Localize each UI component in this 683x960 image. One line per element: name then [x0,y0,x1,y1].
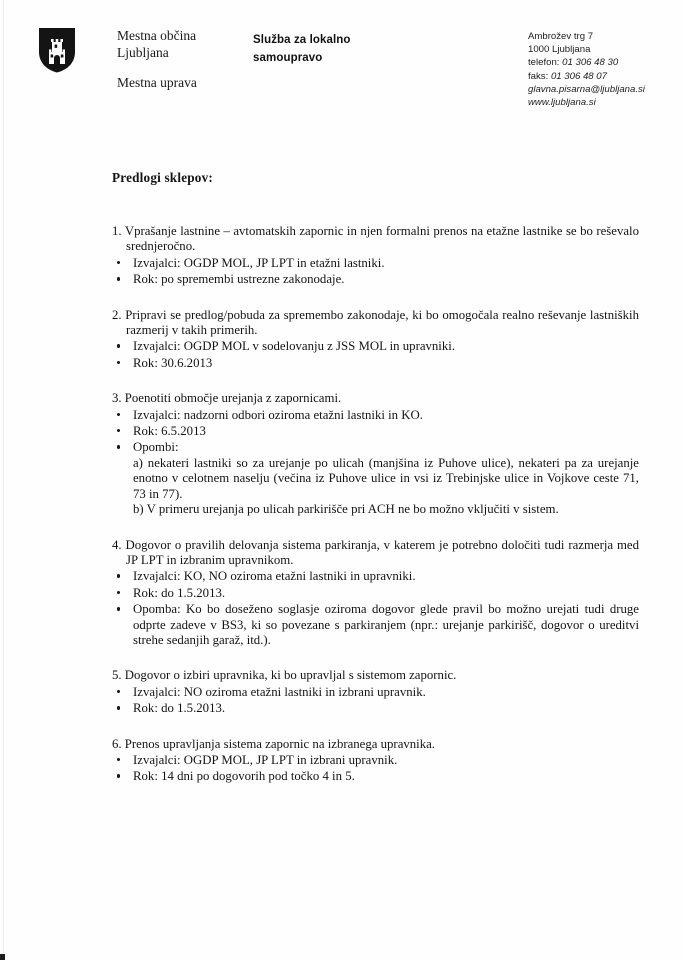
list-item [112,602,639,648]
resolution-lead: 6. Prenos upravljanja sistema zapornic na izbranega upravnika. [112,736,436,751]
resolution-lead: 4. Dogovor o pravilih delovanja sistema parkiranja, v katerem je potrebno določiti tudi razmerja med JP LPT in izbranim upravnikom. [112,537,639,567]
resolution-item [112,224,639,288]
organization-line-3: Mestna uprava [117,75,197,90]
bullet-dot-icon [117,690,120,693]
spacer [112,299,639,308]
list-item [112,769,639,784]
address-fax [528,70,678,83]
list-item [112,753,639,768]
organization-name [117,28,257,92]
list-item [112,701,639,716]
organization-line-1: Mestna občina [117,28,197,43]
phone-value: 01 306 48 30 [562,57,619,69]
ljubljana-coat-of-arms-icon [37,26,77,74]
spacer [112,659,639,668]
resolution-bullet-list [112,339,639,371]
department-name [253,31,443,67]
subnote-item: b) V primeru urejanja po ulicah parkirišče pri ACH ne bo možno vključiti v sistem. [133,502,559,517]
resolution-lead: 1. Vprašanje lastnine – avtomatskih zapornic in njen formalni prenos na etažne lastnike se bo reševalo srednjeročno. [112,224,639,254]
list-item-text: Rok: 14 dni po dogovorih pod točko 4 in 5. [133,769,355,784]
department-line-2: samoupravo [253,52,323,64]
list-item [112,356,639,371]
page-title: Predlogi sklepov: [112,170,213,185]
list-item-text: Izvajalci: NO oziroma etažni lastniki in izbrani upravnik. [133,684,426,699]
document-body [112,170,639,796]
list-item [112,440,639,517]
list-item-text: Rok: po spremembi ustrezne zakonodaje. [133,272,345,287]
resolution-bullet-list [112,569,639,648]
bullet-dot-icon [117,277,120,280]
list-item [112,685,639,700]
list-item [112,586,639,601]
list-item [112,569,639,584]
spacer [112,382,639,391]
scan-corner-artifact [0,954,5,960]
resolution-bullet-list [112,408,639,518]
fax-value: 01 306 48 07 [550,70,607,82]
subnote-item: a) nekateri lastniki so za urejanje po ulicah (manjšina iz Puhove ulice), nekateri pa za urejanje enotno v celotnem naselju (večina iz Puhove ulice in vsi iz Trebinjske ulice in Vojkove ceste 71, 73 in 77). [133,455,639,501]
list-item-text: Izvajalci: KO, NO oziroma etažni lastniki in upravniki. [133,569,416,584]
list-item-text: Rok: do 1.5.2013. [133,701,226,716]
list-item [112,424,639,439]
fax-label: faks: [528,70,549,82]
spacer [112,529,639,538]
bullet-dot-icon [117,361,120,364]
organization-line-2: Ljubljana [117,44,169,60]
list-item-text: Rok: do 1.5.2013. [133,585,226,600]
resolution-lead: 2. Pripravi se predlog/pobuda za spremembo zakonodaje, ki bo omogočala realno reševanje lastniških razmerij v takih primerih. [112,307,639,338]
resolution-item [112,538,639,649]
resolution-item [112,308,639,372]
bullet-dot-icon [117,758,120,761]
spacer [112,728,639,737]
resolution-bullet-list [112,256,639,288]
resolution-item [112,391,639,517]
department-line-1: Služba za lokalno [253,34,351,46]
address-email: glavna.pisarna@ljubljana.si [528,83,645,95]
resolution-item [112,737,639,785]
bullet-dot-icon [117,344,120,347]
address-street: Ambrožev trg 7 [528,31,594,42]
contact-address-block [528,30,678,109]
bullet-dot-icon [117,445,120,448]
resolution-item [112,668,639,716]
bullet-dot-icon [117,607,120,610]
resolution-lead: 5. Dogovor o izbiri upravnika, ki bo upravljal s sistemom zapornic. [112,668,457,683]
list-item-text: Izvajalci: OGDP MOL, JP LPT in etažni lastniki. [133,255,385,270]
bullet-dot-icon [117,413,120,416]
list-item [112,256,639,271]
resolution-subnote-list [133,456,639,518]
list-item-text: Izvajalci: OGDP MOL, JP LPT in izbrani upravnik. [133,752,398,767]
list-item-text: Opombi: [133,440,179,455]
bullet-dot-icon [117,429,120,432]
bullet-dot-icon [117,706,120,709]
letterhead [0,0,683,150]
phone-label: telefon: [528,57,560,69]
list-item-text: Rok: 6.5.2013 [133,424,206,439]
list-item-text: Izvajalci: OGDP MOL v sodelovanju z JSS MOL in upravniki. [133,339,456,354]
bullet-dot-icon [117,261,120,264]
bullet-dot-icon [117,774,120,777]
list-item [112,272,639,287]
list-item-text: Rok: 30.6.2013 [133,355,213,370]
list-item [112,408,639,423]
bullet-dot-icon [117,574,120,577]
list-item-text: Izvajalci: nadzorni odbori oziroma etažni lastniki in KO. [133,407,423,422]
list-item-text: Opomba: Ko bo doseženo soglasje oziroma dogovor glede pravil bo možno urejati tudi druge odprte zadeve v BS3, ki so povezane s parkiranjem (npr.: urejanje parkirišč, dogovor o ureditvi strehe sedanjih garaž, itd.). [133,602,639,647]
address-website: www.ljubljana.si [528,97,596,109]
resolution-bullet-list [112,685,639,717]
address-phone [528,56,678,69]
bullet-dot-icon [117,591,120,594]
address-city: 1000 Ljubljana [528,44,591,56]
resolution-lead: 3. Poenotiti območje urejanja z zapornicami. [112,391,342,406]
resolution-bullet-list [112,753,639,785]
list-item [112,339,639,354]
